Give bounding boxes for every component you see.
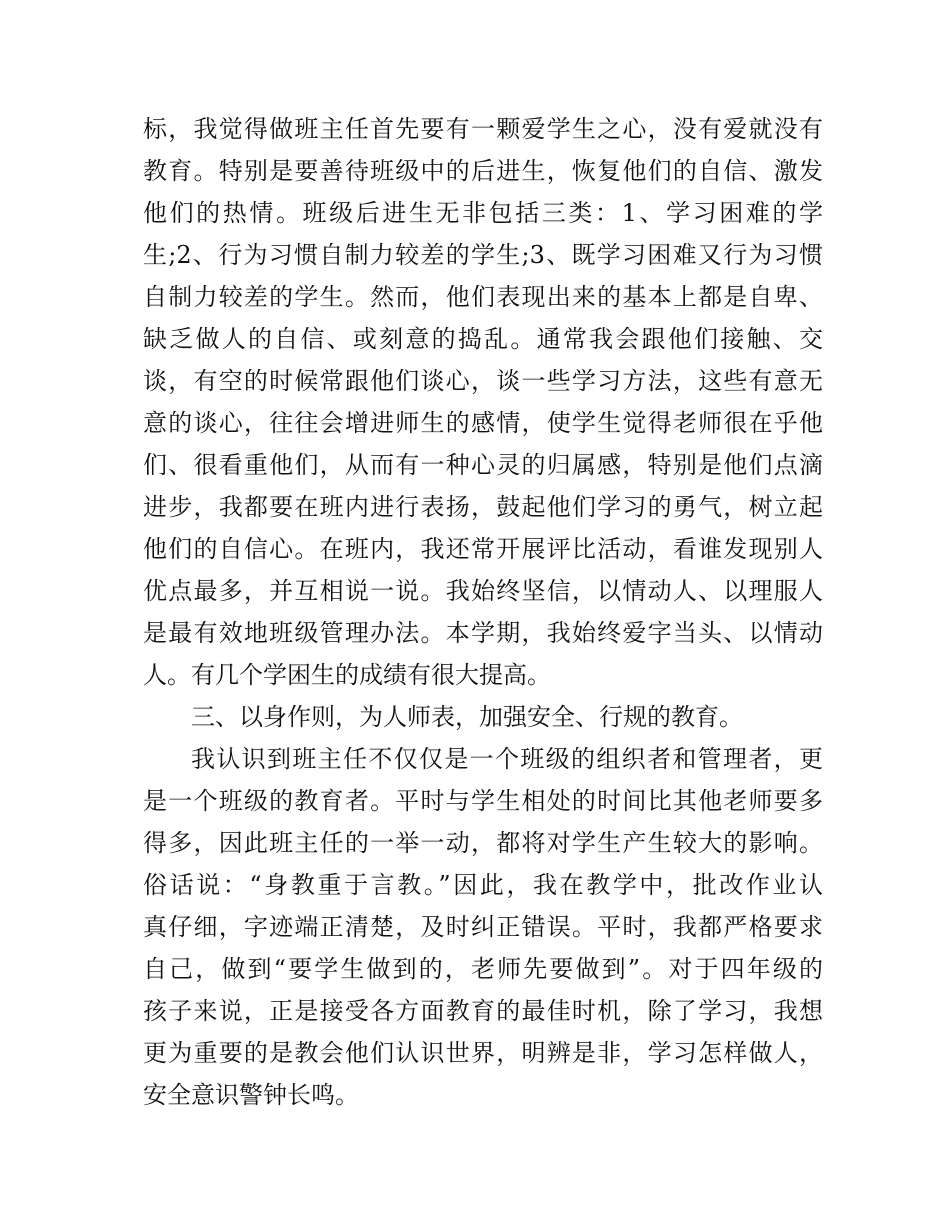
text-line: 人。有几个学困生的成绩有很大提高。 bbox=[143, 661, 551, 689]
text-line: 谈，有空的时候常跟他们谈心，谈一些学习方法，这些有意无 bbox=[143, 367, 823, 395]
text-line: 意的谈心，往往会增进师生的感情，使学生觉得老师很在乎他 bbox=[143, 409, 823, 437]
section-heading: 三、以身作则，为人师表，加强安全、行规的教育。 bbox=[191, 703, 743, 731]
text-line: 生;2、行为习惯自制力较差的学生;3、既学习困难又行为习惯 bbox=[143, 241, 823, 269]
body-text bbox=[143, 108, 823, 1116]
text-line: 自制力较差的学生。然而，他们表现出来的基本上都是自卑、 bbox=[143, 283, 823, 311]
text-line: 优点最多，并互相说一说。我始终坚信，以情动人、以理服人 bbox=[143, 577, 823, 605]
text-line: 真仔细，字迹端正清楚，及时纠正错误。平时，我都严格要求 bbox=[143, 913, 823, 941]
text-line: 孩子来说，正是接受各方面教育的最佳时机，除了学习，我想 bbox=[143, 997, 823, 1025]
text-line: 缺乏做人的自信、或刻意的捣乱。通常我会跟他们接触、交 bbox=[143, 325, 823, 353]
text-line: 进步，我都要在班内进行表扬，鼓起他们学习的勇气，树立起 bbox=[143, 493, 823, 521]
text-line: 安全意识警钟长鸣。 bbox=[143, 1081, 359, 1109]
text-line: 俗话说：“身教重于言教。”因此，我在教学中，批改作业认 bbox=[143, 871, 823, 899]
text-line: 是一个班级的教育者。平时与学生相处的时间比其他老师要多 bbox=[143, 787, 823, 815]
text-line: 们、很看重他们，从而有一种心灵的归属感，特别是他们点滴 bbox=[143, 451, 823, 479]
text-line: 更为重要的是教会他们认识世界，明辨是非，学习怎样做人， bbox=[143, 1039, 823, 1067]
text-line: 他们的自信心。在班内，我还常开展评比活动，看谁发现别人 bbox=[143, 535, 823, 563]
text-line: 得多，因此班主任的一举一动，都将对学生产生较大的影响。 bbox=[143, 829, 823, 857]
text-line: 他们的热情。班级后进生无非包括三类：1、学习困难的学 bbox=[143, 199, 823, 227]
text-line: 教育。特别是要善待班级中的后进生，恢复他们的自信、激发 bbox=[143, 157, 823, 185]
text-line: 标，我觉得做班主任首先要有一颗爱学生之心，没有爱就没有 bbox=[143, 115, 823, 143]
text-line: 自己，做到“要学生做到的，老师先要做到”。对于四年级的 bbox=[143, 955, 823, 983]
text-line: 我认识到班主任不仅仅是一个班级的组织者和管理者，更 bbox=[191, 745, 823, 773]
text-line: 是最有效地班级管理办法。本学期，我始终爱字当头、以情动 bbox=[143, 619, 823, 647]
